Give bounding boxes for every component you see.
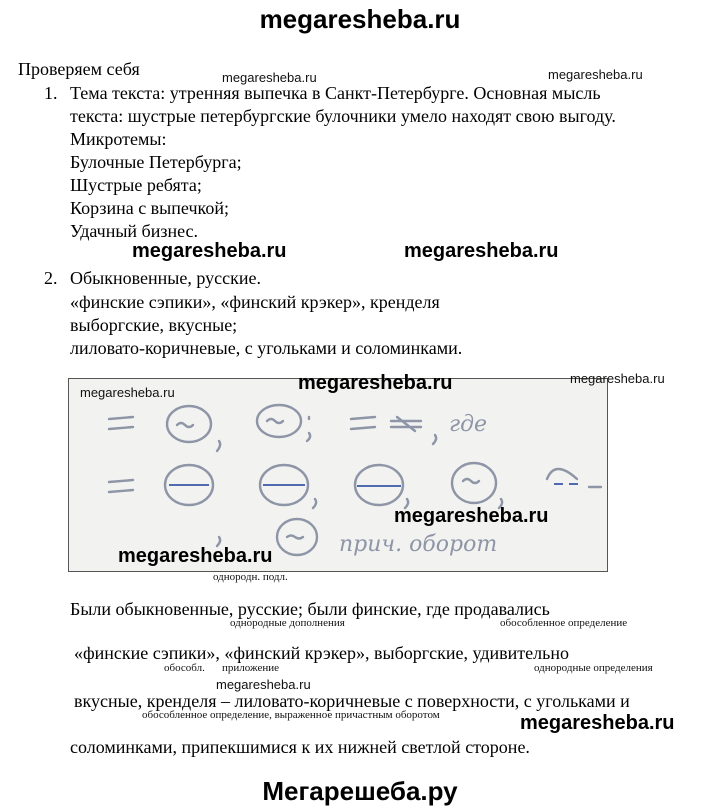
task1-line-2: текста: шустрые петербургские булочники умело находят свою выгоду. bbox=[70, 106, 616, 126]
annotation: обособл. bbox=[164, 662, 205, 674]
watermark: megaresheba.ru bbox=[520, 712, 675, 734]
sentence-line-1: Были обыкновенные, русские; были финские, где продавались bbox=[70, 599, 550, 619]
sentence-line-2: «финские сэпики», «финский крэкер», выборгские, удивительно bbox=[74, 643, 569, 663]
subtopic-item: Корзина с выпечкой; bbox=[70, 198, 229, 218]
task2-line: выборгские, вкусные; bbox=[70, 315, 238, 335]
site-header: megaresheba.ru bbox=[259, 4, 461, 34]
handwriting-word: где bbox=[449, 412, 488, 437]
watermark: megaresheba.ru bbox=[404, 240, 559, 262]
sentence-line-4: соломинками, припекшимися к их нижней светлой стороне. bbox=[70, 737, 530, 757]
watermark: megaresheba.ru bbox=[80, 385, 175, 400]
watermark: megaresheba.ru bbox=[298, 372, 453, 394]
annotation: обособленное определение bbox=[500, 617, 628, 629]
subtopic-item: Удачный бизнес. bbox=[70, 221, 199, 241]
task2-line: Обыкновенные, русские. bbox=[70, 268, 261, 288]
watermark: megaresheba.ru bbox=[216, 677, 311, 692]
annotation: приложение bbox=[222, 662, 279, 674]
task1-number: 1. bbox=[44, 83, 58, 103]
photo-caption: однородн. подл. bbox=[213, 571, 288, 583]
subtopics-title: Микротемы: bbox=[70, 129, 167, 149]
sentence-line-3: вкусные, кренделя – лиловато-коричневые с поверхности, с угольками и bbox=[74, 691, 630, 711]
section-title: Проверяем себя bbox=[18, 59, 140, 79]
annotation: однородные дополнения bbox=[230, 617, 345, 629]
task1-line-1: Тема текста: утренняя выпечка в Санкт-Петербурге. Основная мысль bbox=[70, 83, 601, 103]
watermark: megaresheba.ru bbox=[118, 545, 273, 567]
handwriting-phrase: прич. оборот bbox=[339, 532, 498, 557]
watermark: megaresheba.ru bbox=[394, 505, 549, 527]
subtopic-item: Шустрые ребята; bbox=[70, 175, 202, 195]
annotation: однородные определения bbox=[534, 662, 653, 674]
task2-number: 2. bbox=[44, 268, 58, 288]
annotation: обособленное определение, выраженное причастным оборотом bbox=[142, 709, 440, 721]
site-footer: Мегарешеба.ру bbox=[262, 776, 458, 806]
task2-line: лиловато-коричневые, с угольками и соломинками. bbox=[70, 338, 463, 358]
subtopic-item: Булочные Петербурга; bbox=[70, 152, 242, 172]
watermark: megaresheba.ru bbox=[132, 240, 287, 262]
watermark: megaresheba.ru bbox=[222, 70, 317, 85]
watermark: megaresheba.ru bbox=[570, 371, 665, 386]
watermark: megaresheba.ru bbox=[548, 67, 643, 82]
handwritten-scheme-drawing bbox=[69, 379, 607, 571]
task2-line: «финские сэпики», «финский крэкер», кренделя bbox=[70, 292, 440, 312]
handwritten-scheme-photo bbox=[68, 378, 608, 572]
